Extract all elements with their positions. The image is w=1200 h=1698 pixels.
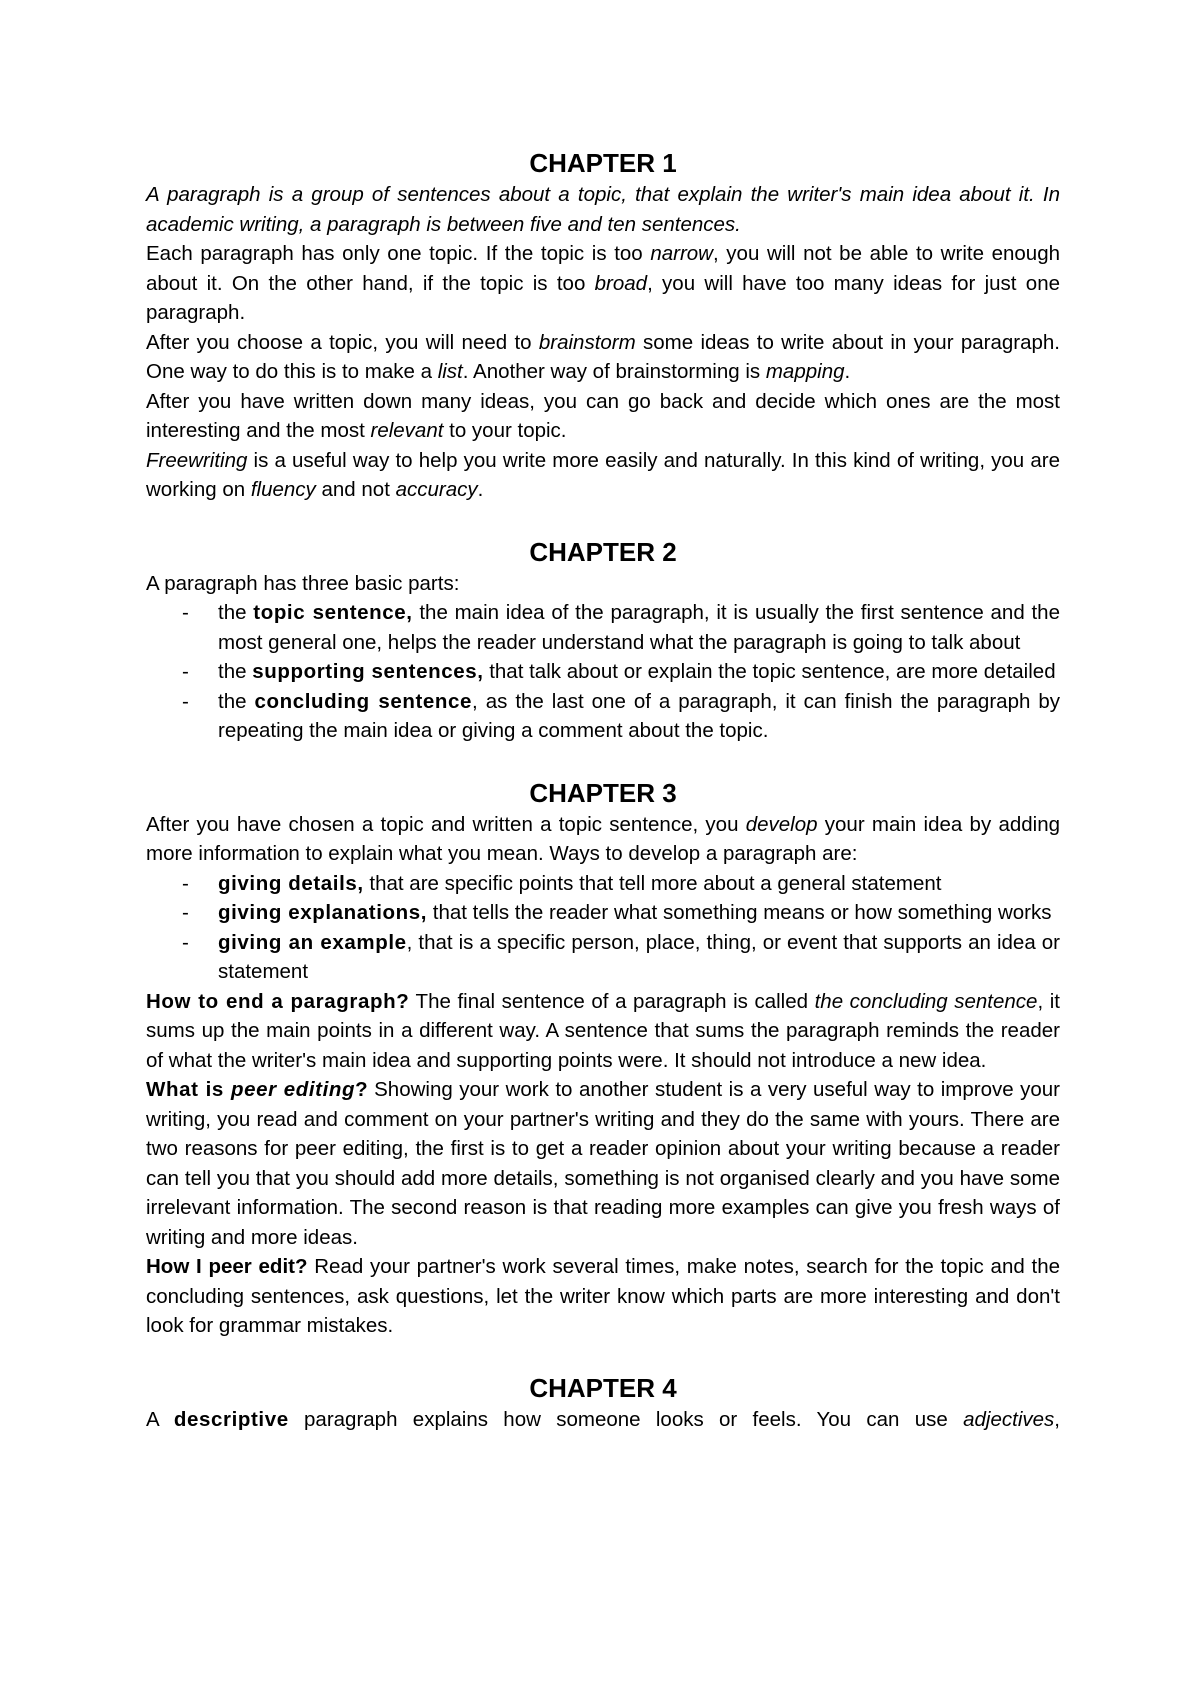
text-run: that tells the reader what something means or how something works	[427, 901, 1052, 924]
text-run: the main idea of the paragraph, it is usually the first sentence and the most general one, helps the reader understand what the paragraph is going to talk about	[218, 601, 1060, 654]
term-accuracy: accuracy	[395, 478, 478, 501]
question-how-i-peer-edit: How I peer edit?	[146, 1255, 308, 1278]
document-content	[146, 146, 1060, 1434]
chapter-3-ending-paragraph	[146, 987, 1060, 1076]
text-run: some ideas to write about in your paragraph. One way to do this is to make a	[146, 330, 1060, 383]
paragraph-parts-list	[146, 598, 1060, 746]
dash-bullet: -	[182, 660, 189, 683]
chapter-3-peer-editing-paragraph	[146, 1075, 1060, 1252]
dash-bullet: -	[182, 601, 189, 624]
text-run: , it sums up the main points in a different way. A sentence that sums the paragraph reminds the reader of what the writer's main idea and supporting points were. It should not introduce a new idea.	[146, 989, 1060, 1072]
term-giving-explanations: giving explanations,	[218, 901, 428, 924]
text-run: and not	[315, 478, 396, 501]
text-run: After you have written down many ideas, you can go back and decide which ones are the most interesting and the most	[146, 389, 1060, 442]
definition-text: A paragraph is a group of sentences about a topic, that explain the writer's main idea about it. In academic writing, a paragraph is between five and ten sentences.	[146, 183, 1060, 236]
list-item	[146, 898, 1060, 928]
term-fluency: fluency	[250, 478, 316, 501]
text-run: Read your partner's work several times, make notes, search for the topic and the concluding sentences, ask questions, let the writer know which parts are more interesting and don't look for grammar mistakes.	[146, 1255, 1060, 1337]
dash-bullet: -	[182, 689, 189, 713]
text-run: the	[218, 689, 255, 713]
chapter-1-brainstorm-paragraph	[146, 328, 1060, 387]
text-run: .	[844, 360, 851, 383]
term-giving-an-example: giving an example	[218, 930, 407, 954]
text-run: , as the last one of a paragraph, it can finish the paragraph by repeating the main idea or giving a comment about the topic.	[218, 689, 1060, 742]
text-run: Each paragraph has only one topic. If the topic is too	[146, 242, 651, 265]
list-item	[146, 928, 1060, 987]
text-run: , you will not be able to write enough about it. On the other hand, if the topic is too	[146, 242, 1060, 295]
develop-ways-list	[146, 869, 1060, 987]
list-item	[146, 598, 1060, 657]
chapter-3-title: CHAPTER 3	[529, 777, 677, 808]
term-list: list	[437, 360, 463, 383]
term-concluding-sentence: concluding sentence	[254, 689, 473, 713]
dash-bullet: -	[182, 930, 189, 954]
text-run: After you have chosen a topic and written a topic sentence, you	[146, 812, 746, 836]
text-run: .	[477, 478, 484, 501]
term-adjectives: adjectives	[963, 1407, 1055, 1431]
question-what-is: What is	[146, 1078, 231, 1101]
term-relevant: relevant	[370, 419, 444, 442]
question-how-to-end: How to end a paragraph?	[146, 989, 410, 1013]
text-run: Showing your work to another student is a very useful way to improve your writing, you read and comment on your partner's writing and they do the same with yours. There are two reasons for peer editing, the first is to get a reader opinion about your writing because a reader can tell you that you should add more details, something is not organised clearly and you have some irrelevant information. The second reason is that reading more examples can give you fresh ways of writing and more ideas.	[146, 1078, 1060, 1249]
text-run: to your topic.	[443, 419, 567, 442]
chapter-4-intro	[146, 1405, 1060, 1435]
text-run: that are specific points that tell more about a general statement	[363, 871, 942, 895]
chapter-2-title: CHAPTER 2	[529, 536, 677, 567]
term-freewriting: Freewriting	[146, 448, 248, 472]
text-run: A	[146, 1407, 174, 1431]
term-broad: broad	[594, 271, 648, 295]
term-narrow: narrow	[650, 242, 713, 265]
text-run: , you will have too many ideas for just one paragraph.	[146, 271, 1060, 324]
text-run: that talk about or explain the topic sentence, are more detailed	[483, 660, 1056, 683]
list-item	[146, 657, 1060, 687]
chapter-1-title: CHAPTER 1	[529, 148, 677, 178]
dash-bullet: -	[182, 871, 189, 895]
text-run: . Another way of brainstorming is	[462, 360, 766, 383]
term-brainstorm: brainstorm	[538, 330, 636, 354]
chapter-1-freewriting-paragraph	[146, 446, 1060, 505]
text-run: , that is a specific person, place, thing, or event that supports an idea or statement	[218, 930, 1060, 983]
term-develop: develop	[745, 812, 818, 836]
text-run: the	[218, 601, 254, 624]
chapter-1	[146, 146, 1060, 505]
text-run: paragraph explains how someone looks or feels. You can use	[288, 1407, 964, 1431]
dash-bullet: -	[182, 901, 189, 924]
list-item	[146, 687, 1060, 746]
chapter-2-intro: A paragraph has three basic parts:	[146, 571, 460, 595]
text-run: The final sentence of a paragraph is called	[409, 989, 815, 1013]
question-mark: ?	[355, 1078, 368, 1101]
text-run: ,	[1054, 1407, 1060, 1431]
chapter-3-how-peer-edit-paragraph	[146, 1252, 1060, 1341]
chapter-3	[146, 776, 1060, 1341]
text-run: is a useful way to help you write more easily and naturally. In this kind of writing, you are working on	[146, 448, 1060, 501]
term-the-concluding-sentence: the concluding sentence	[814, 989, 1038, 1013]
chapter-4	[146, 1371, 1060, 1435]
chapter-1-relevant-paragraph	[146, 387, 1060, 446]
list-item	[146, 869, 1060, 899]
chapter-4-title: CHAPTER 4	[529, 1372, 677, 1403]
term-descriptive: descriptive	[173, 1407, 289, 1431]
term-peer-editing: peer editing	[230, 1078, 356, 1101]
term-supporting-sentences: supporting sentences,	[252, 660, 484, 683]
chapter-2	[146, 535, 1060, 746]
chapter-3-intro	[146, 810, 1060, 869]
text-run: your main idea by adding more information to explain what you mean. Ways to develop a paragraph are:	[146, 812, 1061, 865]
term-giving-details: giving details,	[218, 871, 364, 895]
term-mapping: mapping	[765, 360, 845, 383]
chapter-1-topic-paragraph	[146, 239, 1060, 328]
text-run: the	[218, 660, 253, 683]
text-run: After you choose a topic, you will need to	[146, 330, 539, 354]
chapter-1-definition	[146, 180, 1060, 239]
term-topic-sentence: topic sentence,	[253, 601, 413, 624]
